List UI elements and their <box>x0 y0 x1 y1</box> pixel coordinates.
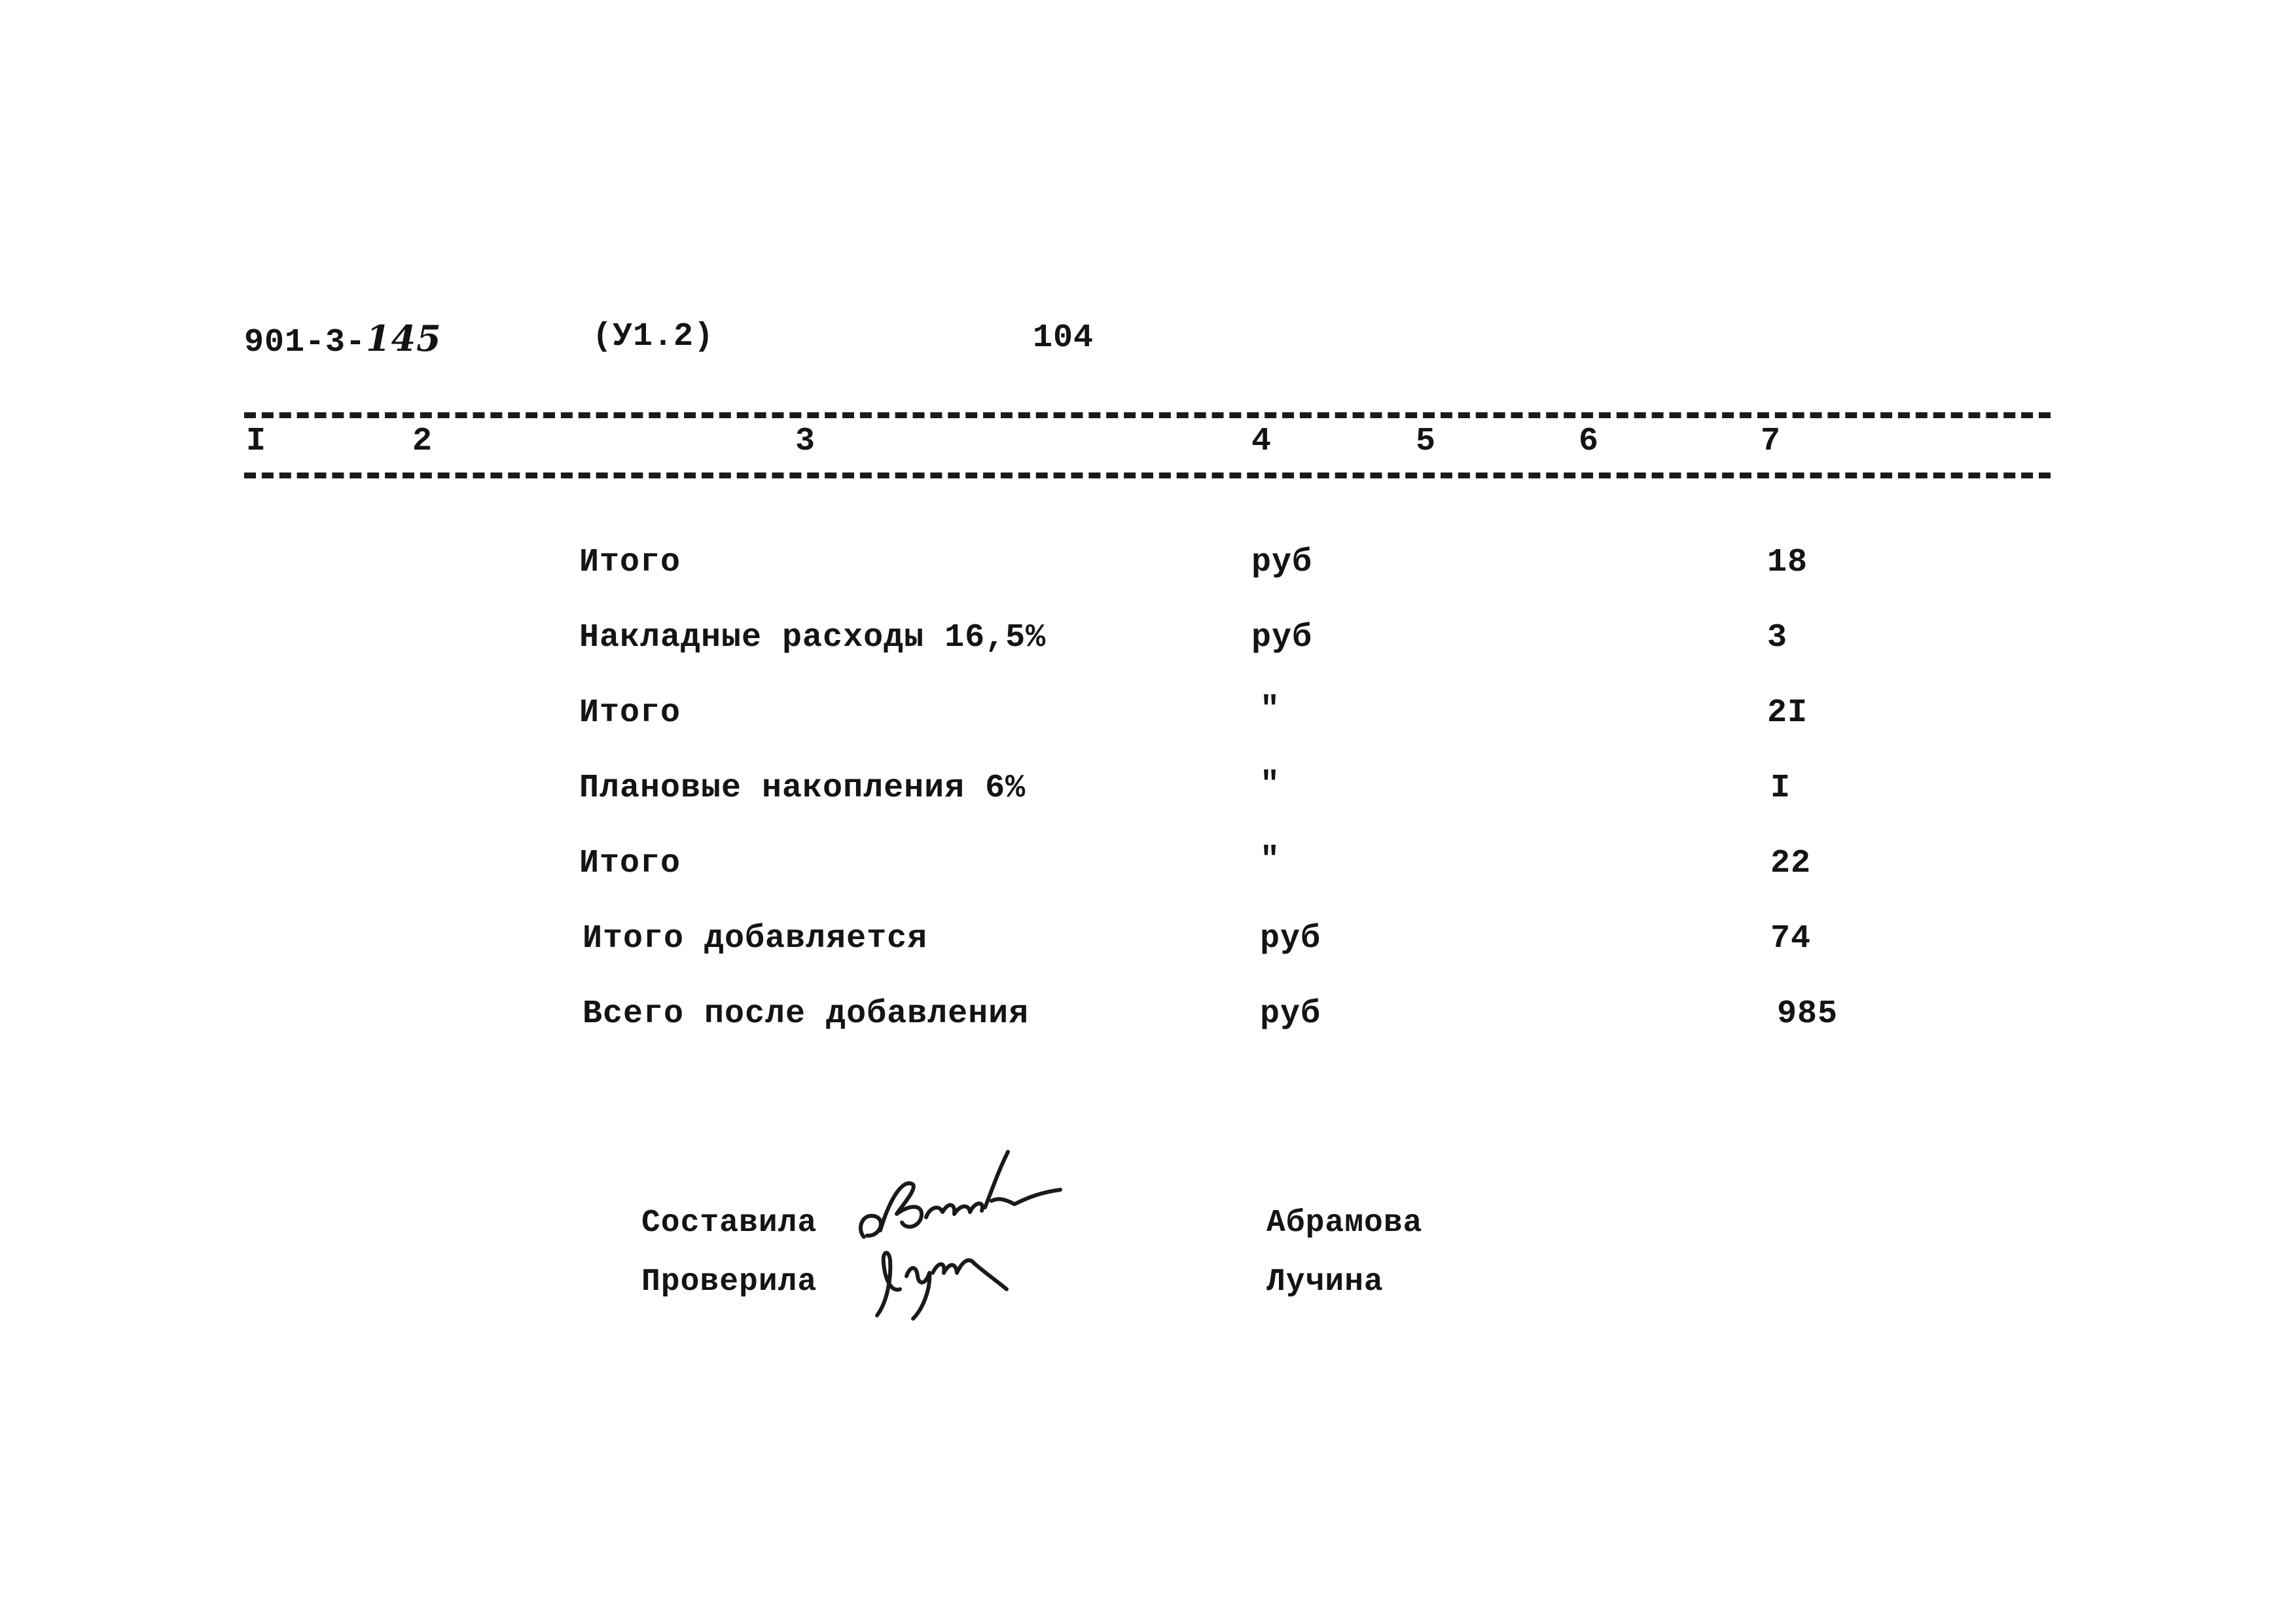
table-bottom-rule <box>244 473 2051 478</box>
row-unit: руб <box>1260 995 1321 1033</box>
row-unit: " <box>1260 842 1281 879</box>
row-unit: руб <box>1251 544 1313 581</box>
row-value: 18 <box>1767 544 1808 581</box>
row-name: Итого <box>579 694 681 732</box>
row-unit: " <box>1260 691 1281 728</box>
row-value: 985 <box>1777 995 1839 1033</box>
row-name: Итого добавляется <box>583 920 928 957</box>
row-name: Итого <box>579 544 681 581</box>
signature-role: Составила <box>641 1205 817 1241</box>
row-name: Всего после добавления <box>583 995 1030 1033</box>
table-top-rule <box>244 412 2051 418</box>
row-value: 2I <box>1767 694 1808 732</box>
column-header-1: I <box>246 423 267 460</box>
row-name: Плановые накопления 6% <box>579 770 1026 807</box>
row-value: 22 <box>1770 845 1812 882</box>
column-header-3: 3 <box>795 423 816 460</box>
column-header-4: 4 <box>1251 423 1272 460</box>
document-code-prefix: 901-3- <box>244 324 367 361</box>
section-label: (У1.2) <box>592 318 715 355</box>
signature-name: Абрамова <box>1266 1205 1423 1241</box>
column-header-7: 7 <box>1761 423 1782 460</box>
signature-role: Проверила <box>641 1264 817 1300</box>
row-unit: руб <box>1260 920 1321 957</box>
row-value: 74 <box>1770 920 1812 957</box>
row-unit: " <box>1260 766 1281 804</box>
row-name: Итого <box>579 845 681 882</box>
page-number: 104 <box>1033 319 1094 357</box>
row-value: I <box>1770 770 1791 807</box>
column-header-5: 5 <box>1416 423 1437 460</box>
document-code-number: 145 <box>366 317 442 359</box>
column-header-6: 6 <box>1579 423 1600 460</box>
handwritten-signature <box>851 1139 1073 1335</box>
signature-name: Лучина <box>1266 1264 1384 1300</box>
document-code <box>244 317 442 361</box>
row-value: 3 <box>1767 619 1788 656</box>
row-unit: руб <box>1251 619 1313 656</box>
row-name: Накладные расходы 16,5% <box>579 619 1047 656</box>
column-header-2: 2 <box>412 423 433 460</box>
